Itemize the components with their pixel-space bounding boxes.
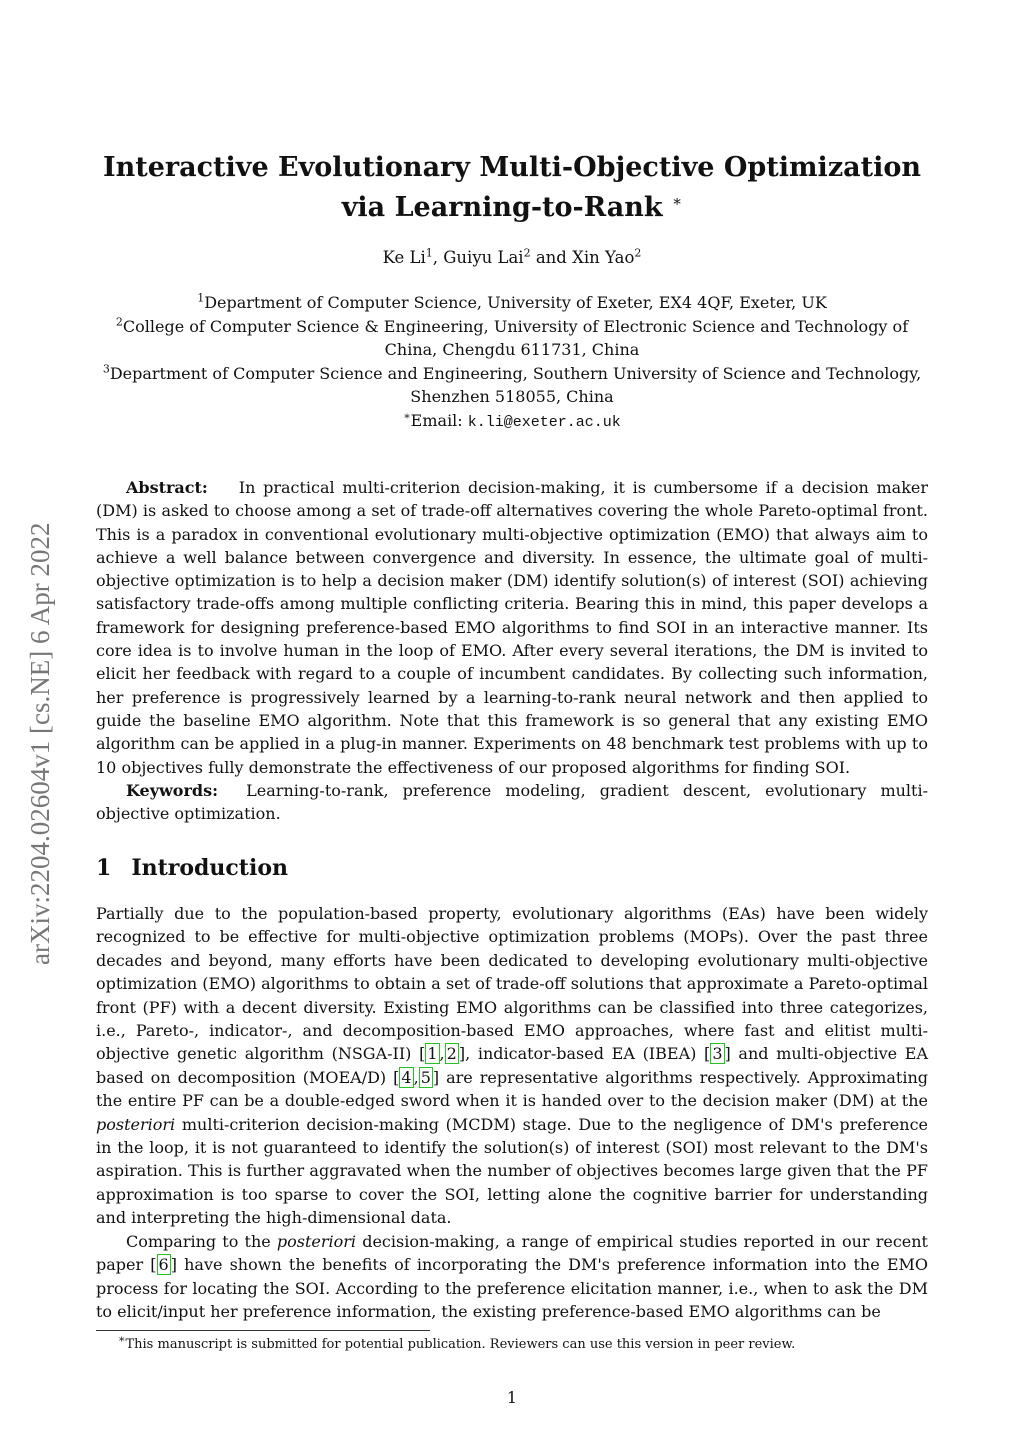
citation-link[interactable]: 6 xyxy=(158,1255,169,1275)
affiliations xyxy=(96,291,928,434)
keywords-text: Learning-to-rank, preference modeling, gradient descent, evolutionary multi-objective optimization. xyxy=(96,780,928,824)
citation-link[interactable]: 4 xyxy=(401,1067,412,1087)
section-title: Introduction xyxy=(131,855,288,881)
arxiv-identifier: arXiv:2204.02604v1 [cs.NE] 6 Apr 2022 xyxy=(25,522,55,965)
author-list: Ke Li$^1$, Guiyu Lai$^2$ and Xin Yao$^2$ xyxy=(382,246,642,267)
author-name: Ke Li xyxy=(382,248,426,267)
citation-link[interactable]: 3 xyxy=(712,1044,723,1064)
title-line-1: Interactive Evolutionary Multi-Objective Optimization xyxy=(102,152,922,183)
abstract-paragraph xyxy=(96,476,928,779)
title-footnote-marker: ∗ xyxy=(672,192,683,210)
body-paragraph: Partially due to the population-based property, evolutionary algorithms (EAs) have been widely recognized to be effective for multi-objective optimization problems (MOPs). Over the past three decades and beyond, many efforts have been dedicated to developing evolutionary multi-objective optimization (EMO) algorithms to obtain a set of trade-off solutions that approximate a Pareto-optimal front (PF) with a decent diversity. Existing EMO algorithms can be classified into three categorizes, i.e., Pareto-, indicator-, and decomposition-based EMO approaches, where fast and elitist multi-objective genetic algorithm (NSGA-II) [ 1 , 2 ], indicator-based EA (IBEA) [ 3 ] and multi-objective EA based on decomposition (MOEA/D) [ 4 , 5 ] are representative algorithms respectively. Approximating the entire PF can be a double-edged sword when it is handed over to the decision maker (DM) at the posteriori multi-criterion decision-making (MCDM) stage. Due to the negligence of DM's preference in the loop, it is not guaranteed to identify the solution(s) of interest (SOI) most relevant to the DM's aspiration. This is further aggravated when the number of objectives becomes large given that the PF approximation is too sparse to cover the SOI, letting alone the cognitive barrier for understanding and interpreting the high-dimensional data. xyxy=(96,904,929,1228)
author-name: Xin Yao xyxy=(572,248,635,267)
citation-link[interactable]: 1 xyxy=(427,1044,438,1064)
affiliation: $^1$Department of Computer Science, University of Exeter, EX4 4QF, Exeter, UK xyxy=(197,291,827,312)
citation-link[interactable]: 2 xyxy=(446,1044,457,1064)
section-heading xyxy=(96,855,928,881)
page-number: 1 xyxy=(506,1388,518,1407)
affiliation: $^2$College of Computer Science & Engineering, University of Electronic Science and Technology of China, Chengdu 611731, China xyxy=(115,315,909,359)
email-line: ∗Email: k.li@exeter.ac.uk xyxy=(403,409,621,431)
footnote: ∗This manuscript is submitted for potential publication. Reviewers can use this version in peer review. xyxy=(118,1332,796,1352)
author-name: Guiyu Lai xyxy=(443,248,524,267)
affiliation: $^3$Department of Computer Science and Engineering, Southern University of Science and Technology, Shenzhen 518055, China xyxy=(102,362,922,406)
paper-title xyxy=(96,148,928,228)
title-line-2: via Learning-to-Rank ∗ xyxy=(341,192,683,223)
citation-link[interactable]: 5 xyxy=(420,1067,431,1087)
keywords-label: Keywords: xyxy=(126,780,219,800)
abstract-label: Abstract: xyxy=(126,478,208,497)
email-link[interactable]: k.li@exeter.ac.uk xyxy=(467,413,621,431)
body-paragraph: Comparing to the posteriori decision-making, a range of empirical studies reported in our recent paper [ 6 ] have shown the benefits of incorporating the DM's preference information into the EMO process for locating the SOI. According to the preference elicitation manner, i.e., when to ask the DM to elicit/input her preference information, the existing preference-based EMO algorithms can be xyxy=(96,1231,929,1321)
abstract-block xyxy=(96,476,928,825)
footnote-rule xyxy=(96,1330,430,1331)
section-number: 1 xyxy=(96,855,112,881)
abstract-text: In practical multi-criterion decision-making, it is cumbersome if a decision maker (DM) is asked to choose among a set of trade-off alternatives covering the whole Pareto-optimal front. This is a paradox in conventional evolutionary multi-objective optimization (EMO) that always aim to achieve a well balance between convergence and diversity. In essence, the ultimate goal of multi-objective optimization is to help a decision maker (DM) identify solution(s) of interest (SOI) achieving satisfactory trade-offs among multiple conflicting criteria. Bearing this in mind, this paper develops a framework for designing preference-based EMO algorithms to find SOI in an interactive manner. Its core idea is to involve human in the loop of EMO. After every several iterations, the DM is invited to elicit her feedback with regard to a couple of incumbent candidates. By collecting such information, her preference is progressively learned by a learning-to-rank neural network and then applied to guide the baseline EMO algorithm. Note that this framework is so general that any existing EMO algorithm can be applied in a plug-in manner. Experiments on 48 benchmark test problems with up to 10 objectives fully demonstrate the effectiveness of our proposed algorithms for finding SOI. xyxy=(96,478,928,777)
keywords-paragraph xyxy=(96,779,928,826)
introduction-body xyxy=(96,902,928,1323)
